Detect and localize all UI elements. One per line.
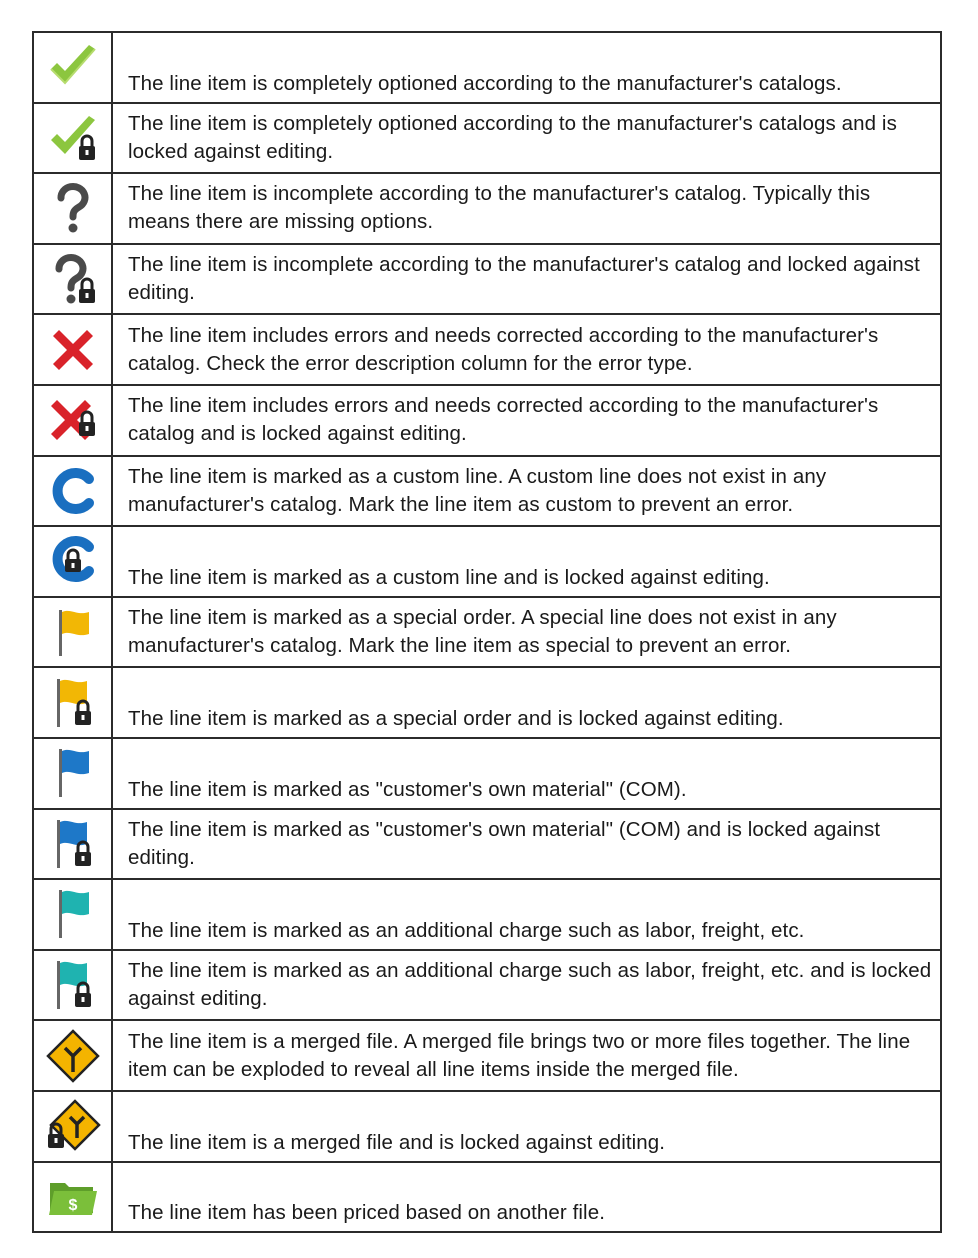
table-row bbox=[33, 597, 941, 668]
row-description: The line item is marked as an additional charge such as labor, freight, etc. bbox=[112, 879, 941, 950]
blue-flag-icon bbox=[34, 745, 111, 801]
question-mark-icon bbox=[34, 180, 111, 236]
table-row bbox=[33, 32, 941, 103]
icon-cell bbox=[33, 526, 112, 597]
row-description: The line item is marked as a special order and is locked against editing. bbox=[112, 667, 941, 738]
merge-sign-locked-icon bbox=[34, 1098, 111, 1154]
red-x-locked-icon bbox=[34, 392, 111, 448]
red-x-icon bbox=[34, 322, 111, 378]
row-description: The line item is a merged file. A merged file brings two or more files together. The line item can be exploded to reveal all line items inside the merged file. bbox=[112, 1020, 941, 1091]
row-description: The line item is marked as an additional charge such as labor, freight, etc. and is locked against editing. bbox=[112, 950, 941, 1021]
table-row bbox=[33, 103, 941, 174]
svg-text:$: $ bbox=[68, 1196, 77, 1214]
icon-cell bbox=[33, 1162, 112, 1233]
icon-cell bbox=[33, 879, 112, 950]
row-description: The line item is incomplete according to the manufacturer's catalog and locked against editing. bbox=[112, 244, 941, 315]
icon-cell bbox=[33, 809, 112, 880]
yellow-flag-icon bbox=[34, 604, 111, 660]
row-description: The line item is marked as "customer's own material" (COM) and is locked against editing. bbox=[112, 809, 941, 880]
teal-flag-locked-icon bbox=[34, 957, 111, 1013]
icon-cell bbox=[33, 456, 112, 527]
table-row bbox=[33, 173, 941, 244]
row-description: The line item includes errors and needs corrected according to the manufacturer's catalog and is locked against editing. bbox=[112, 385, 941, 456]
table-row bbox=[33, 385, 941, 456]
icon-cell bbox=[33, 173, 112, 244]
icon-cell bbox=[33, 667, 112, 738]
table-row bbox=[33, 950, 941, 1021]
icon-cell bbox=[33, 1020, 112, 1091]
table-row bbox=[33, 244, 941, 315]
row-description: The line item includes errors and needs corrected according to the manufacturer's catalog. Check the error description column for the error type. bbox=[112, 314, 941, 385]
icon-cell bbox=[33, 314, 112, 385]
row-description: The line item is marked as a custom line. A custom line does not exist in any manufacturer's catalog. Mark the line item as custom to prevent an error. bbox=[112, 456, 941, 527]
icon-cell bbox=[33, 103, 112, 174]
row-description: The line item is marked as "customer's own material" (COM). bbox=[112, 738, 941, 809]
priced-folder-icon bbox=[34, 1169, 111, 1225]
custom-c-locked-icon bbox=[34, 533, 111, 589]
table-row bbox=[33, 1162, 941, 1233]
table-row bbox=[33, 456, 941, 527]
custom-c-icon bbox=[34, 463, 111, 519]
row-description: The line item is incomplete according to the manufacturer's catalog. Typically this means there are missing options. bbox=[112, 173, 941, 244]
icon-cell bbox=[33, 385, 112, 456]
icon-cell bbox=[33, 244, 112, 315]
table-row bbox=[33, 738, 941, 809]
green-check-locked-icon bbox=[34, 110, 111, 166]
teal-flag-icon bbox=[34, 886, 111, 942]
icon-cell bbox=[33, 738, 112, 809]
icon-cell bbox=[33, 32, 112, 103]
table-row bbox=[33, 526, 941, 597]
row-description: The line item is completely optioned according to the manufacturer's catalogs. bbox=[112, 32, 941, 103]
green-check-icon bbox=[34, 39, 111, 95]
merge-sign-icon bbox=[34, 1028, 111, 1084]
icon-cell bbox=[33, 1091, 112, 1162]
row-description: The line item is marked as a special order. A special line does not exist in any manufacturer's catalog. Mark the line item as special to prevent an error. bbox=[112, 597, 941, 668]
table-row bbox=[33, 667, 941, 738]
table-row bbox=[33, 879, 941, 950]
row-description: The line item is marked as a custom line and is locked against editing. bbox=[112, 526, 941, 597]
icon-cell bbox=[33, 597, 112, 668]
table-row bbox=[33, 1091, 941, 1162]
question-mark-locked-icon bbox=[34, 251, 111, 307]
row-description: The line item is completely optioned according to the manufacturer's catalogs and is locked against editing. bbox=[112, 103, 941, 174]
blue-flag-locked-icon bbox=[34, 816, 111, 872]
row-description: The line item is a merged file and is locked against editing. bbox=[112, 1091, 941, 1162]
table-row bbox=[33, 314, 941, 385]
row-description: The line item has been priced based on another file. bbox=[112, 1162, 941, 1233]
table-row bbox=[33, 809, 941, 880]
yellow-flag-locked-icon bbox=[34, 675, 111, 731]
icon-legend-table bbox=[32, 31, 942, 1233]
icon-cell bbox=[33, 950, 112, 1021]
table-row bbox=[33, 1020, 941, 1091]
